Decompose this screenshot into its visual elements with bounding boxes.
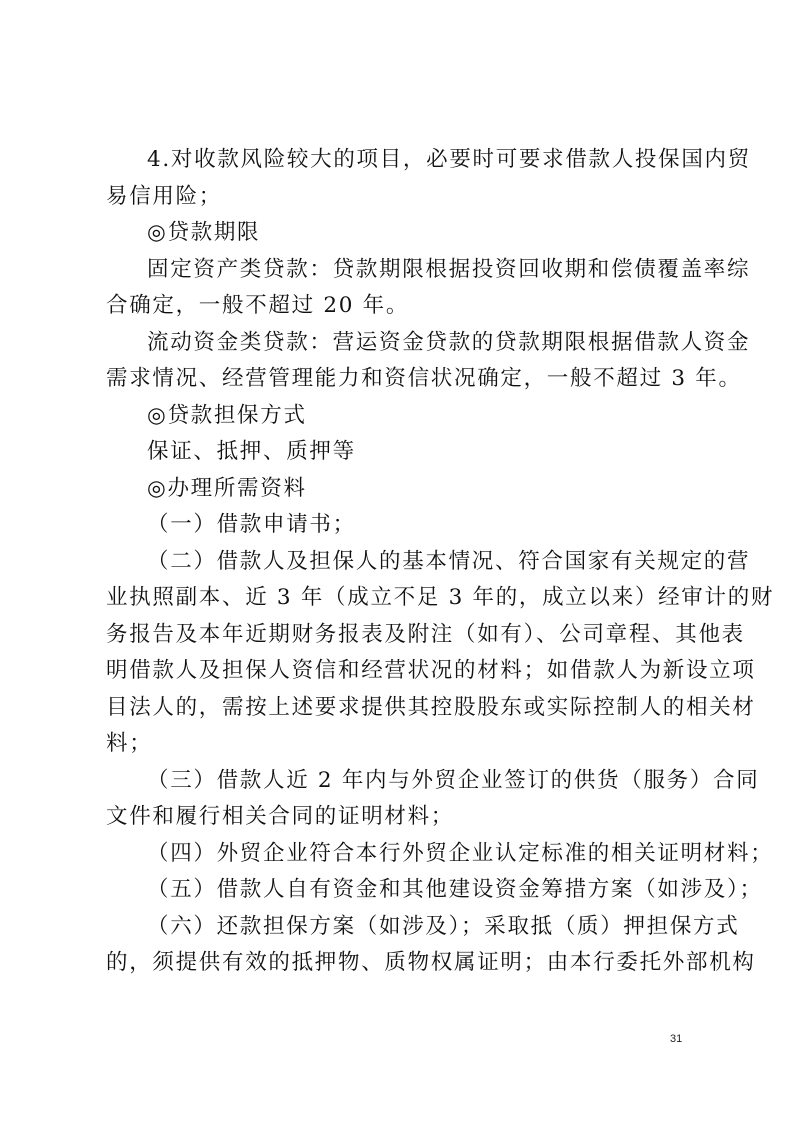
paragraph-line-6: 流动资金类贷款：营运资金贷款的贷款期限根据借款人资金: [147, 330, 751, 355]
paragraph-line-7: 需求情况、经营管理能力和资信状况确定，一般不超过 3 年。: [106, 366, 742, 391]
section-heading-materials: ◎办理所需资料: [147, 476, 307, 501]
paragraph-line-15: 明借款人及担保人资信和经营状况的材料；如借款人为新设立项: [106, 658, 756, 683]
paragraph-line-1: 4.对收款风险较大的项目，必要时可要求借款人投保国内贸: [147, 147, 751, 172]
paragraph-line-2: 易信用险；: [106, 184, 223, 209]
paragraph-line-17: 料；: [106, 731, 153, 756]
paragraph-line-9: 保证、抵押、质押等: [147, 439, 356, 464]
paragraph-line-13: 业执照副本、近 3 年（成立不足 3 年的，成立以来）经审计的财: [106, 585, 775, 610]
section-heading-guarantee: ◎贷款担保方式: [147, 403, 307, 428]
paragraph-line-4: 固定资产类贷款：贷款期限根据投资回收期和偿债覆盖率综: [147, 257, 751, 282]
page-number: 31: [670, 1033, 683, 1045]
paragraph-line-20: （四）外贸企业符合本行外贸企业认定标准的相关证明材料；: [147, 841, 774, 866]
paragraph-line-18: （三）借款人近 2 年内与外贸企业签订的供货（服务）合同: [147, 768, 760, 793]
paragraph-line-16: 目法人的，需按上述要求提供其控股股东或实际控制人的相关材: [106, 695, 756, 720]
paragraph-line-19: 文件和履行相关合同的证明材料；: [106, 804, 455, 829]
paragraph-line-11: （一）借款申请书；: [147, 512, 356, 537]
paragraph-line-22: （六）还款担保方案（如涉及）；采取抵（质）押担保方式: [147, 914, 740, 939]
paragraph-line-23: 的，须提供有效的抵押物、质物权属证明；由本行委托外部机构: [106, 950, 756, 975]
paragraph-line-21: （五）借款人自有资金和其他建设资金筹措方案（如涉及）；: [147, 877, 763, 902]
paragraph-line-12: （二）借款人及担保人的基本情况、符合国家有关规定的营: [147, 549, 751, 574]
section-heading-loan-term: ◎贷款期限: [147, 220, 261, 245]
paragraph-line-14: 务报告及本年近期财务报表及附注（如有）、公司章程、其他表: [106, 622, 745, 647]
paragraph-line-5: 合确定，一般不超过 20 年。: [106, 293, 410, 318]
